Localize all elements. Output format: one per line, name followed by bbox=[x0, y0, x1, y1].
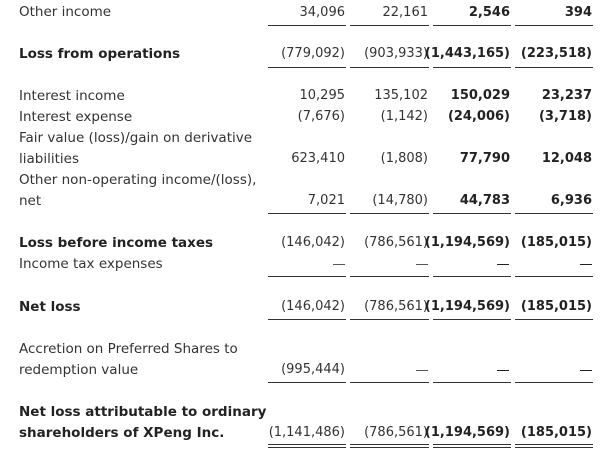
rule-single bbox=[433, 382, 511, 383]
row-label-net-loss: Net loss bbox=[19, 299, 81, 315]
rule-single bbox=[515, 67, 593, 68]
dash-income-tax-col1 bbox=[333, 264, 345, 265]
rule-double-top bbox=[350, 444, 429, 445]
value-accretion-col1: (995,444) bbox=[281, 362, 345, 377]
rule-single bbox=[433, 25, 511, 26]
value-loss-from-operations-col1: (779,092) bbox=[281, 46, 345, 61]
dash-accretion-col2 bbox=[416, 370, 428, 371]
rule-single bbox=[350, 276, 429, 277]
value-net-loss-ordinary-col2: (786,561) bbox=[364, 425, 428, 440]
value-net-loss-ordinary-col3: (1,194,569) bbox=[424, 425, 510, 440]
value-other-non-operating-col2: (14,780) bbox=[372, 193, 428, 208]
rule-double-bottom bbox=[515, 447, 593, 448]
rule-single bbox=[350, 25, 429, 26]
rule-single bbox=[515, 382, 593, 383]
value-other-non-operating-col1: 7,021 bbox=[307, 193, 345, 208]
value-other-non-operating-col4: 6,936 bbox=[550, 193, 592, 208]
value-net-loss-col2: (786,561) bbox=[364, 299, 428, 314]
value-loss-from-operations-col2: (903,933) bbox=[364, 46, 428, 61]
value-fair-value-col2: (1,808) bbox=[380, 151, 428, 166]
value-loss-from-operations-col4: (223,518) bbox=[520, 46, 592, 61]
rule-single bbox=[515, 319, 593, 320]
row-label-fair-value-line2: liabilities bbox=[19, 151, 79, 167]
rule-single bbox=[268, 67, 346, 68]
value-loss-before-taxes-col4: (185,015) bbox=[520, 235, 592, 250]
value-interest-income-col4: 23,237 bbox=[541, 88, 592, 103]
dash-income-tax-col3 bbox=[497, 264, 509, 265]
rule-single bbox=[268, 319, 346, 320]
row-label-loss-from-operations: Loss from operations bbox=[19, 46, 181, 62]
rule-single bbox=[433, 276, 511, 277]
row-label-loss-before-taxes: Loss before income taxes bbox=[19, 235, 214, 251]
row-label-other-income: Other income bbox=[19, 4, 112, 20]
value-interest-expense-col4: (3,718) bbox=[538, 109, 592, 124]
value-net-loss-col3: (1,194,569) bbox=[424, 299, 510, 314]
row-label-accretion-line2: redemption value bbox=[19, 362, 139, 378]
value-loss-before-taxes-col2: (786,561) bbox=[364, 235, 428, 250]
value-other-income-col3: 2,546 bbox=[468, 5, 510, 20]
value-other-income-col4: 394 bbox=[564, 5, 592, 20]
rule-double-bottom bbox=[433, 447, 511, 448]
rule-single bbox=[268, 213, 346, 214]
value-loss-from-operations-col3: (1,443,165) bbox=[424, 46, 510, 61]
value-loss-before-taxes-col1: (146,042) bbox=[281, 235, 345, 250]
rule-single bbox=[350, 213, 429, 214]
value-net-loss-col1: (146,042) bbox=[281, 299, 345, 314]
row-label-income-tax: Income tax expenses bbox=[19, 256, 163, 272]
value-fair-value-col1: 623,410 bbox=[291, 151, 345, 166]
value-fair-value-col3: 77,790 bbox=[459, 151, 510, 166]
row-label-other-non-operating-line1: Other non-operating income/(loss), bbox=[19, 172, 257, 188]
rule-double-bottom bbox=[350, 447, 429, 448]
value-other-non-operating-col3: 44,783 bbox=[459, 193, 510, 208]
value-interest-expense-col3: (24,006) bbox=[447, 109, 510, 124]
row-label-fair-value-line1: Fair value (loss)/gain on derivative bbox=[19, 130, 253, 146]
dash-income-tax-col2 bbox=[416, 264, 428, 265]
dash-income-tax-col4 bbox=[580, 264, 592, 265]
value-fair-value-col4: 12,048 bbox=[541, 151, 592, 166]
value-loss-before-taxes-col3: (1,194,569) bbox=[424, 235, 510, 250]
rule-single bbox=[268, 276, 346, 277]
row-label-other-non-operating-line2: net bbox=[19, 193, 42, 209]
value-interest-expense-col1: (7,676) bbox=[297, 109, 345, 124]
rule-double-top bbox=[515, 444, 593, 445]
value-interest-income-col3: 150,029 bbox=[450, 88, 510, 103]
dash-accretion-col3 bbox=[497, 370, 509, 371]
rule-single bbox=[515, 25, 593, 26]
value-net-loss-ordinary-col1: (1,141,486) bbox=[268, 425, 345, 440]
row-label-interest-income: Interest income bbox=[19, 88, 125, 104]
rule-single bbox=[515, 276, 593, 277]
value-interest-income-col2: 135,102 bbox=[374, 88, 428, 103]
rule-single bbox=[350, 67, 429, 68]
rule-single bbox=[350, 319, 429, 320]
rule-double-top bbox=[433, 444, 511, 445]
row-label-net-loss-ordinary-line1: Net loss attributable to ordinary bbox=[19, 404, 267, 420]
rule-single bbox=[268, 25, 346, 26]
row-label-net-loss-ordinary-line2: shareholders of XPeng Inc. bbox=[19, 425, 225, 441]
value-other-income-col2: 22,161 bbox=[382, 5, 428, 20]
rule-single bbox=[350, 382, 429, 383]
value-interest-expense-col2: (1,142) bbox=[380, 109, 428, 124]
value-net-loss-col4: (185,015) bbox=[520, 299, 592, 314]
rule-single bbox=[433, 67, 511, 68]
value-interest-income-col1: 10,295 bbox=[299, 88, 345, 103]
dash-accretion-col4 bbox=[580, 370, 592, 371]
row-label-accretion-line1: Accretion on Preferred Shares to bbox=[19, 341, 238, 357]
rule-single bbox=[433, 213, 511, 214]
row-label-interest-expense: Interest expense bbox=[19, 109, 133, 125]
value-other-income-col1: 34,096 bbox=[299, 5, 345, 20]
rule-double-top bbox=[268, 444, 346, 445]
rule-double-bottom bbox=[268, 447, 346, 448]
rule-single bbox=[515, 213, 593, 214]
rule-single bbox=[268, 382, 346, 383]
value-net-loss-ordinary-col4: (185,015) bbox=[520, 425, 592, 440]
rule-single bbox=[433, 319, 511, 320]
